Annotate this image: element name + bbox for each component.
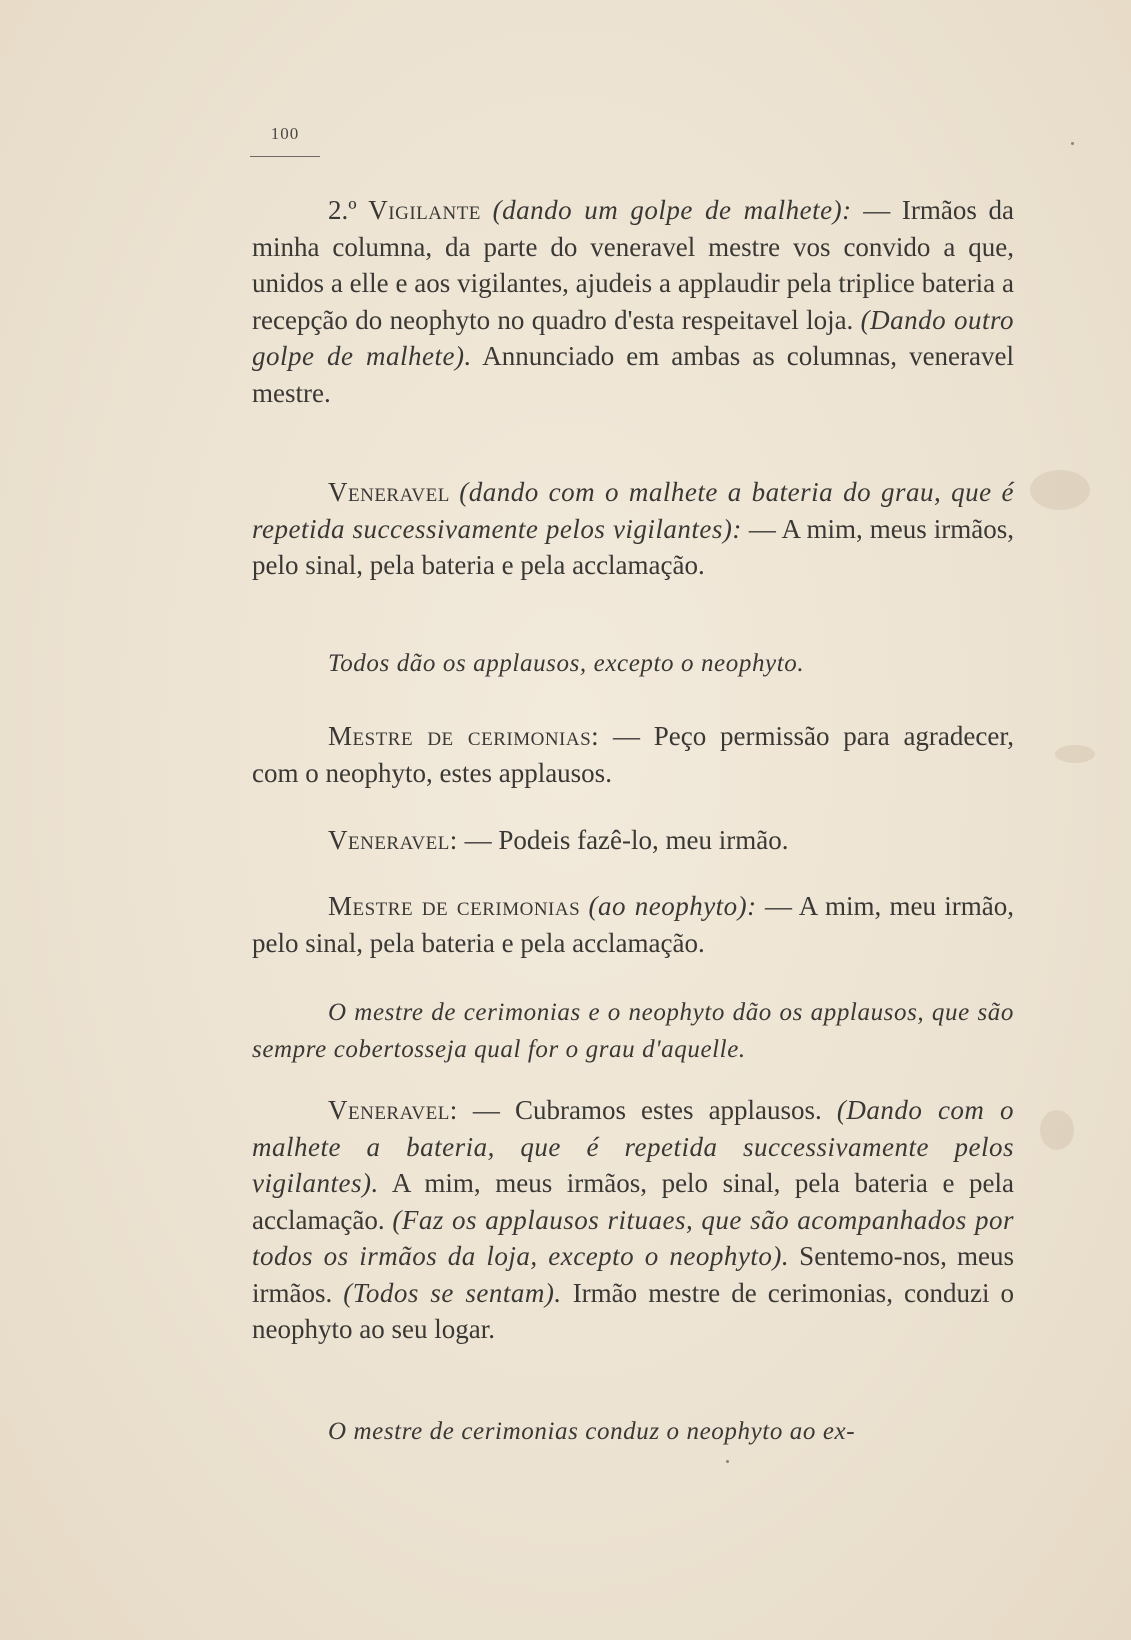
stage-note-3: O mestre de cerimonias conduz o neophyto ao ex- <box>328 1418 856 1445</box>
paragraph-5 <box>252 822 1014 859</box>
stage-direction: (dando um golpe de malhete): <box>492 195 852 225</box>
dialogue-text: — Podeis fazê-lo, meu irmão. <box>464 825 789 855</box>
paper-stain <box>1055 745 1095 763</box>
paragraph-8 <box>252 1092 1014 1348</box>
paragraph-1 <box>252 192 1014 411</box>
paper-stain <box>1040 1110 1074 1150</box>
ordinal: 2.º <box>328 195 357 225</box>
page-number-rule <box>250 156 320 157</box>
stage-direction: (ao neophyto): <box>588 891 757 921</box>
speaker-name: Mestre de cerimonias <box>328 891 581 921</box>
speaker-name: Veneravel: <box>328 825 458 855</box>
dialogue-text: Sentemo-nos, meus irmãos. <box>252 1241 1014 1308</box>
paper-speck <box>726 1460 729 1463</box>
stage-note-1: Todos dão os applausos, excepto o neophyto. <box>328 650 805 677</box>
stage-direction: (Faz os applausos rituaes, que são acompanhados por todos os irmãos da loja, excepto o neophyto). <box>252 1204 1014 1271</box>
dialogue-text: — Cubramos estes applausos. <box>472 1095 822 1125</box>
stage-note-2: O mestre de cerimonias e o neophyto dão os applausos, que são sempre cobertosseja qual for o grau d'aquelle. <box>252 999 1014 1063</box>
stage-direction: (Dando outro golpe de malhete). <box>252 304 1015 371</box>
paragraph-6 <box>252 888 1014 961</box>
stage-direction: (Dando com o malhete a bateria, que é repetida successivamente pelos vigilantes). <box>252 1095 1015 1198</box>
speaker-name: Mestre de cerimonias: <box>328 721 600 751</box>
dialogue-text: — Irmãos da minha columna, da parte do veneravel mestre vos convido a que, unidos a elle e aos vigilantes, ajudeis a applaudir pela triplice bateria a recepção do neophyto no quadro d'esta respeitavel loja. <box>252 195 1015 335</box>
dialogue-text: Annunciado em ambas as columnas, veneravel mestre. <box>252 341 1014 408</box>
paper-stain <box>1030 470 1090 510</box>
stage-direction: (Todos se sentam). <box>343 1277 562 1308</box>
dialogue-text: — A mim, meus irmãos, pelo sinal, pela bateria e pela acclamação. <box>252 513 1014 580</box>
paragraph-4 <box>252 718 1014 791</box>
paragraph-2 <box>252 474 1014 584</box>
stage-direction: (dando com o malhete a bateria do grau, que é repetida successivamente pelos vigilantes): <box>252 477 1014 544</box>
speaker-name: Vigilante <box>368 195 481 225</box>
speaker-name: Veneravel <box>328 477 450 507</box>
speaker-name: Veneravel: <box>328 1095 458 1125</box>
page-number: 100 <box>270 124 300 143</box>
dialogue-text: — A mim, meu irmão, pelo sinal, pela bateria e pela acclamação. <box>252 891 1015 958</box>
dialogue-text: — Peço permissão para agradecer, com o neophyto, estes applausos. <box>252 721 1015 788</box>
dialogue-text: Irmão mestre de cerimonias, conduzi o neophyto ao seu logar. <box>252 1277 1014 1344</box>
dialogue-text: A mim, meus irmãos, pelo sinal, pela bateria e pela acclamação. <box>252 1168 1014 1235</box>
paper-speck <box>1071 142 1074 145</box>
